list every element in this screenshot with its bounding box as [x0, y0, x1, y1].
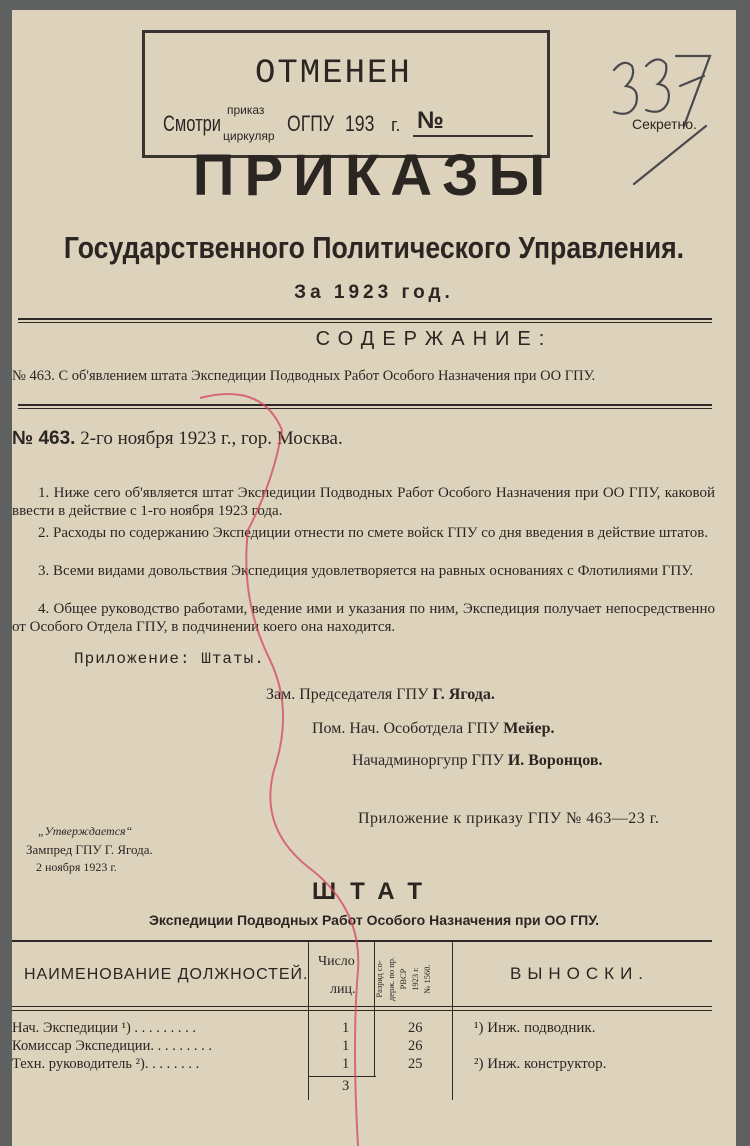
column-header-category-line: № 1560. — [422, 964, 432, 994]
column-header-category-line: 1923 г. — [410, 967, 420, 991]
appendix-note: Приложение: Штаты. — [74, 650, 265, 668]
signature-title: Зам. Председателя ГПУ — [266, 686, 429, 703]
stamp-year-prefix: 193 — [345, 111, 375, 136]
signature-name: Мейер. — [503, 720, 555, 737]
stamp-org: ОГПУ — [287, 111, 335, 136]
order-paragraph: 1. Ниже сего об'является штат Экспедиции Подводных Работ Особого Назначения при ОО ГПУ, каковой ввести в действие с 1-го ноября 1923 года. — [12, 485, 715, 519]
order-header — [12, 428, 343, 450]
table-total: 3 — [342, 1078, 350, 1094]
stamp-number-label: № — [417, 107, 444, 134]
table-cell-category: 26 — [408, 1038, 423, 1054]
contents-entry: № 463. С об'явлением штата Экспедиции Подводных Работ Особого Назначения при ОО ГПУ. — [12, 368, 596, 384]
approval-line: Зампред ГПУ Г. Ягода. — [26, 842, 153, 857]
stamp-number-line — [413, 135, 533, 137]
signature-name: И. Воронцов. — [507, 752, 603, 769]
table-cell-count: 1 — [342, 1056, 350, 1072]
staff-subtitle: Экспедиции Подводных Работ Особого Назначения при ОО ГПУ. — [148, 912, 600, 928]
column-header-category-line: РВСР — [398, 968, 408, 990]
divider — [18, 322, 712, 323]
table-cell-position: Комиссар Экспедиции. . . . . . . . . — [12, 1038, 212, 1054]
signature-name: Г. Ягода. — [432, 686, 495, 703]
divider — [18, 404, 712, 406]
contents-heading: СОДЕРЖАНИЕ: — [315, 328, 553, 350]
table-cell-count: 1 — [342, 1038, 350, 1054]
table-border — [12, 1010, 712, 1011]
stamp-title: ОТМЕНЕН — [255, 55, 412, 93]
stamp-see-label: Смотри — [163, 111, 222, 136]
divider — [18, 408, 712, 409]
column-header-category-line: держ. по пр. — [386, 956, 396, 1002]
table-cell-category: 25 — [408, 1056, 423, 1072]
table-border — [12, 940, 712, 942]
stamp-doc-option-order: приказ — [227, 103, 265, 117]
order-number: № 463. — [12, 428, 76, 449]
order-date-place: 2-го ноября 1923 г., гор. Москва. — [80, 428, 343, 449]
annex-reference: Приложение к приказу ГПУ № 463—23 г. — [358, 810, 660, 827]
table-cell-position: Нач. Экспедиции ¹) . . . . . . . . . — [12, 1020, 197, 1036]
document-page — [12, 10, 736, 1146]
table-note: ¹) Инж. подводник. — [474, 1020, 596, 1036]
stamp-doc-option-circular: циркуляр — [223, 129, 275, 143]
approval-date: 2 ноября 1923 г. — [36, 860, 117, 874]
staff-title: ШТАТ — [311, 878, 437, 905]
column-header-name: НАИМЕНОВАНИЕ ДОЛЖНОСТЕЙ. — [24, 966, 309, 983]
signature-line — [266, 686, 495, 704]
signature-title: Начадминоргупр ГПУ — [352, 752, 504, 769]
table-cell-position: Техн. руководитель ²). . . . . . . . — [12, 1056, 200, 1072]
column-header-notes: ВЫНОСКИ. — [510, 964, 650, 983]
table-cell-category: 26 — [408, 1020, 423, 1036]
signature-line — [352, 752, 603, 770]
table-border — [308, 1076, 376, 1077]
signature-title: Пом. Нач. Особотдела ГПУ — [312, 720, 500, 737]
column-header-category — [368, 948, 454, 1010]
column-header-count: лиц. — [330, 982, 356, 997]
classification-label: Секретно. — [632, 116, 697, 132]
cancelled-stamp — [142, 30, 550, 158]
order-paragraph: 2. Расходы по содержанию Экспедиции отнести по смете войск ГПУ со дня введения в действие штатов. — [38, 525, 709, 541]
table-border — [12, 1006, 712, 1007]
column-header-count: Число — [318, 954, 355, 969]
stamp-year-suffix: г. — [391, 115, 401, 135]
page-title: ПРИКАЗЫ — [192, 143, 556, 208]
column-header-category-line: Разряд со- — [374, 960, 384, 998]
signature-line — [312, 720, 554, 738]
table-cell-count: 1 — [342, 1020, 350, 1036]
order-paragraph: 4. Общее руководство работами, ведение ими и указания по ним, Экспедиция получает непосредственно от Особого Отдела ГПУ, в подчинении коего она находится. — [12, 601, 715, 635]
divider — [18, 318, 712, 320]
table-note: ²) Инж. конструктор. — [474, 1056, 607, 1072]
approval-line: „Утверждается“ — [38, 824, 133, 838]
year-title: За 1923 год. — [294, 282, 454, 303]
order-paragraph: 3. Всеми видами довольствия Экспедиция удовлетворяется на равных основаниях с Флотилиями ГПУ. — [38, 563, 694, 579]
organization-title: Государственного Политического Управления. — [63, 230, 685, 265]
